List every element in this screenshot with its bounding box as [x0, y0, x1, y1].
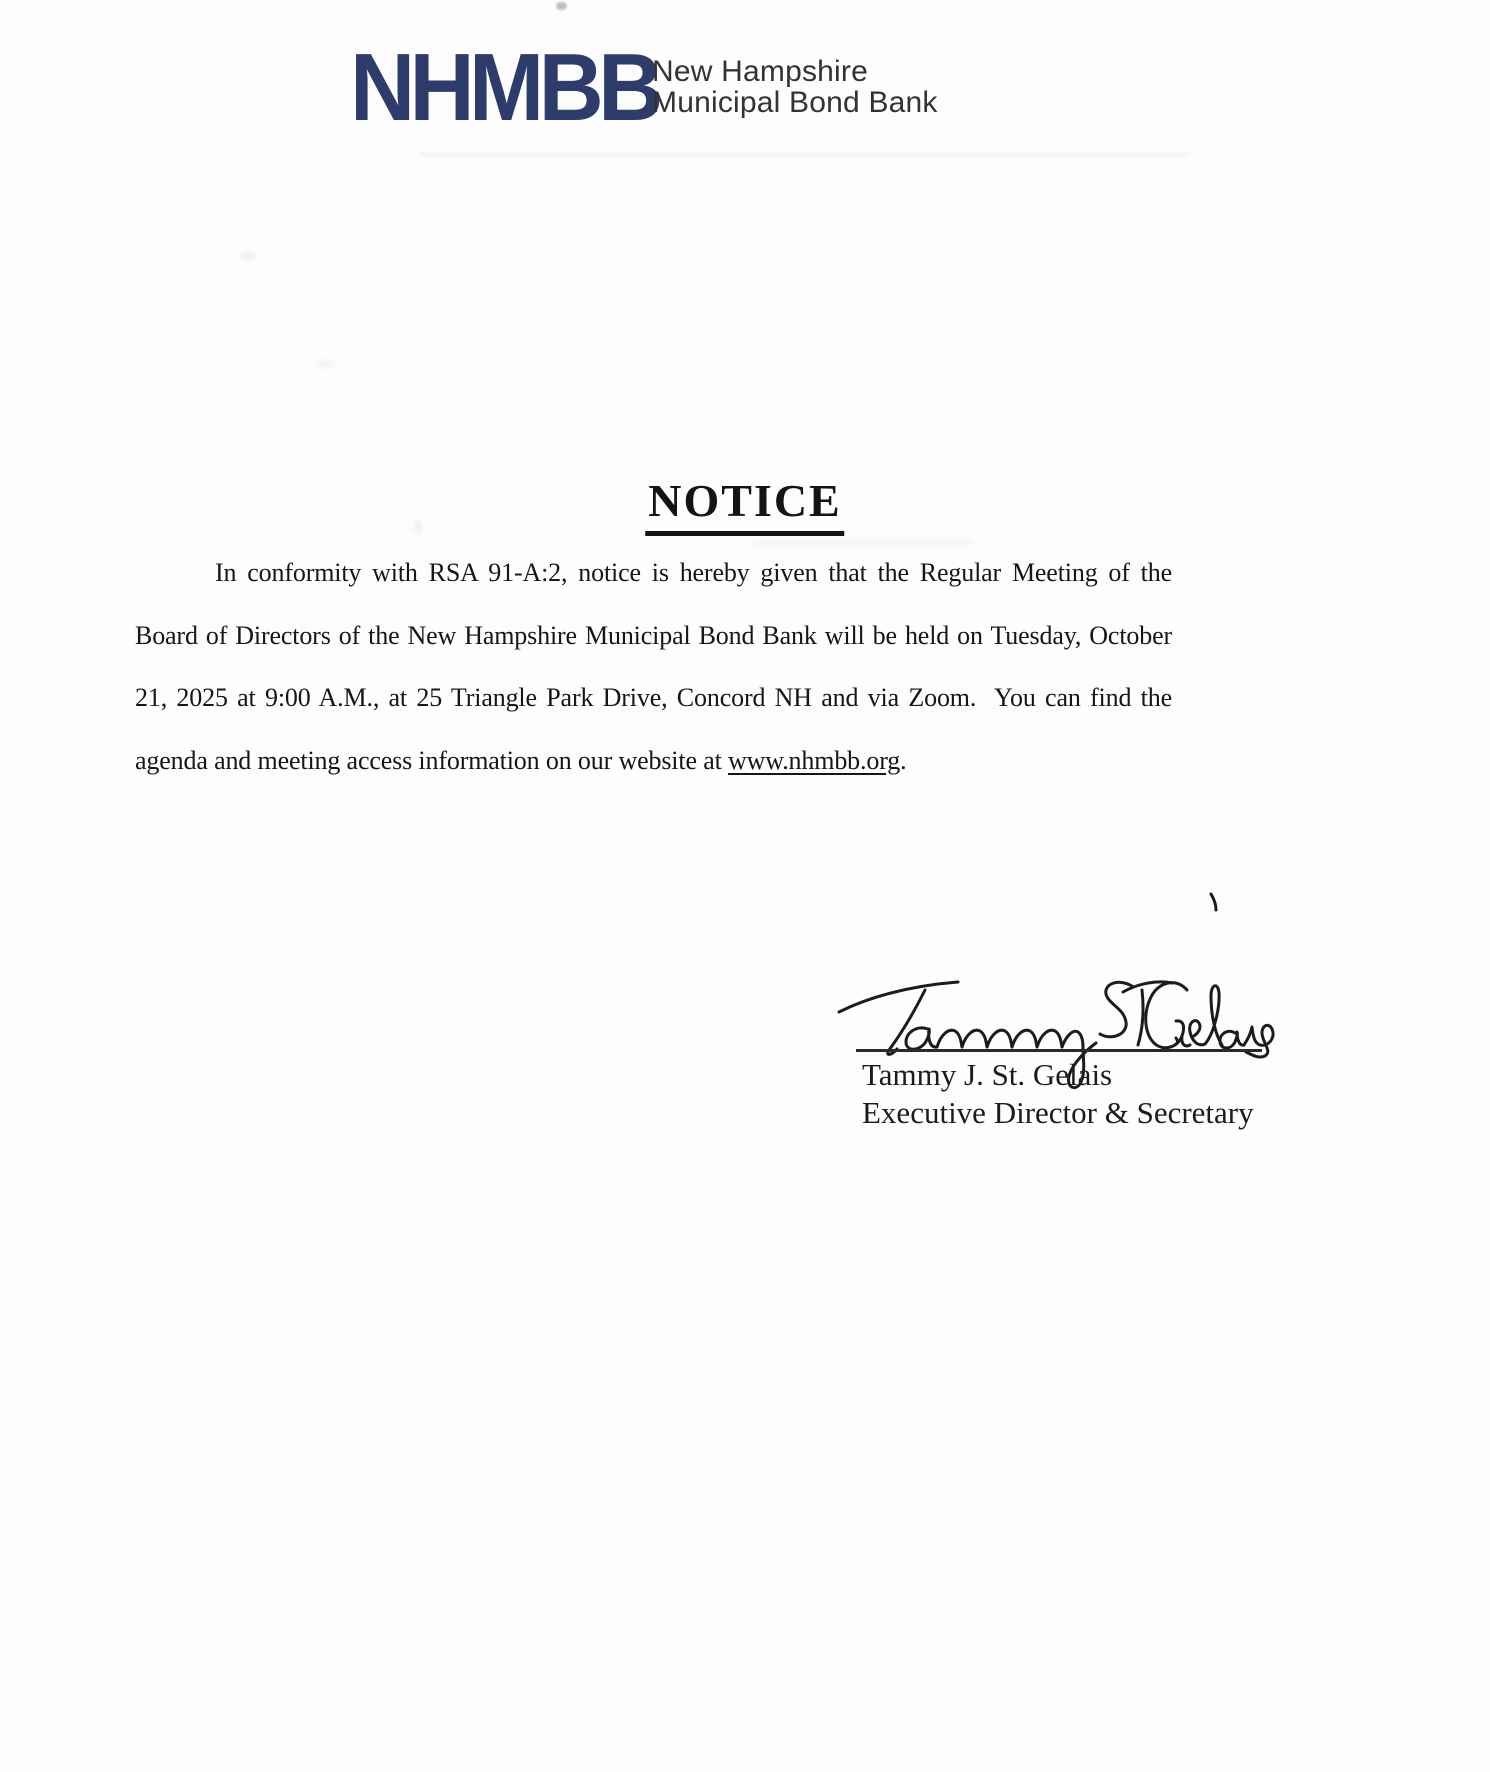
body-line-text: .: [900, 745, 907, 775]
scan-artifact: [240, 252, 256, 261]
nhmbb-logo: NHMBB: [350, 34, 658, 141]
notice-heading: NOTICE: [645, 478, 844, 536]
scan-artifact: [316, 360, 334, 368]
body-line: [135, 730, 1172, 793]
website-link[interactable]: www.nhmbb.org: [728, 745, 901, 775]
logo-org-name: [652, 56, 938, 118]
body-line: In conformity with RSA 91-A:2, notice is hereby given that the Regular Meeting of the: [215, 558, 1172, 587]
notice-paragraph: [135, 542, 1172, 792]
logo-org-name-line1: New Hampshire: [652, 55, 868, 88]
signature-block: [862, 1056, 1254, 1132]
scan-artifact: [420, 152, 1190, 157]
scan-artifact: [556, 2, 567, 10]
body-line-text: agenda and meeting access information on our website at: [135, 745, 729, 775]
scan-artifact: [414, 520, 422, 535]
signer-title: Executive Director & Secretary: [862, 1095, 1254, 1130]
signature-line: [856, 1049, 1262, 1052]
logo-org-name-line2: Municipal Bond Bank: [652, 86, 938, 119]
body-line: 21, 2025 at 9:00 A.M., at 25 Triangle Park Drive, Concord NH and via Zoom. You can find the: [135, 683, 1172, 712]
signed-name: Tammy J. St. Gelais: [862, 1057, 1113, 1092]
body-line: Board of Directors of the New Hampshire Municipal Bond Bank will be held on Tuesday, October: [135, 620, 1172, 650]
